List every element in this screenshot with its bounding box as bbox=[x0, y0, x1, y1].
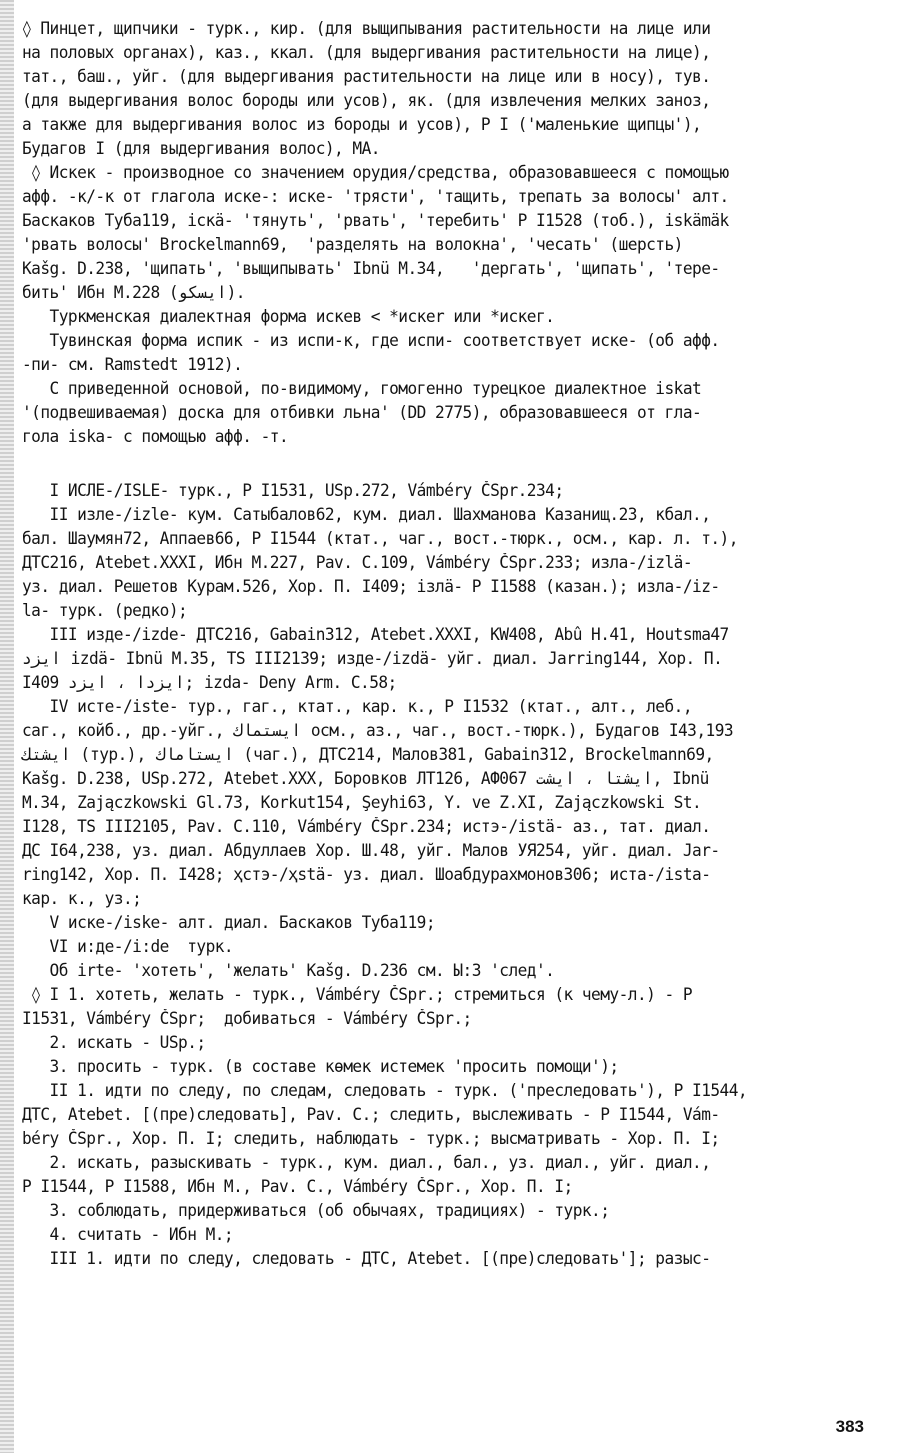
text-line: С приведенной основой, по-видимому, гомогенно турецкое диалектное iskat bbox=[22, 379, 702, 398]
page-number: 383 bbox=[835, 1417, 864, 1436]
text-line: Об irte- 'хотеть', 'желать' Kašg. D.236 см. Ы:З 'след'. bbox=[22, 961, 555, 980]
text-line: V иске-/iske- алт. диал. Баскаков Туба119; bbox=[22, 913, 436, 932]
text-line: гола iska- с помощью афф. -т. bbox=[22, 427, 289, 446]
text-line: 3. соблюдать, придерживаться (об обычаях, традициях) - турк.; bbox=[22, 1201, 610, 1220]
text-line: ring142, Хор. П. I428; ҳстэ-/ҳstä- уз. диал. Шоабдурахмонов306; иста-/ista- bbox=[22, 865, 711, 884]
text-line: ◊ Искек - производное со значением орудия/средства, образовавшееся с помощью bbox=[22, 163, 729, 182]
text-line: M.34, Zajączkowski Gl.73, Korkut154, Şeyhi63, Y. ve Z.XI, Zajączkowski St. bbox=[22, 793, 702, 812]
text-line: Баскаков Туба119, iскä- 'тянуть', 'рвать', 'теребить' Р I1528 (тоб.), iskämäk bbox=[22, 211, 729, 230]
text-line: III изде-/izde- ДТС216, Gabain312, Atebet.XXXI, KW408, Abû H.41, Houtsma47 bbox=[22, 625, 729, 644]
text-line: Будагов I (для выдергивания волос), МА. bbox=[22, 139, 380, 158]
text-line: béry ČSpr., Хор. П. I; следить, наблюдать - турк.; высматривать - Хор. П. I; bbox=[22, 1129, 720, 1148]
text-line: la- турк. (редко); bbox=[22, 601, 188, 620]
text-line: II 1. идти по следу, по следам, следовать - турк. ('преследовать'), Р I1544, bbox=[22, 1081, 748, 1100]
scan-edge-shadow bbox=[0, 0, 14, 1453]
text-line: I ИСЛЕ-/ISLE- турк., Р I1531, USp.272, Vámbéry ČSpr.234; bbox=[22, 481, 564, 500]
text-line: Туркменская диалектная форма искев < *искеr или *искег. bbox=[22, 307, 555, 326]
text-line: кар. к., уз.; bbox=[22, 889, 142, 908]
text-line: Р I1544, Р I1588, Ибн М., Pav. C., Vámbéry ČSpr., Хор. П. I; bbox=[22, 1177, 573, 1196]
text-line: ايزد izdä- Ibnü M.35, TS III2139; издe-/izdä- уйг. диал. Jarring144, Хор. П. bbox=[22, 649, 723, 668]
text-line: 4. считать - Ибн М.; bbox=[22, 1225, 234, 1244]
text-line: I1531, Vámbéry ČSpr; добиваться - Vámbéry ČSpr.; bbox=[22, 1009, 472, 1028]
text-line: 2. искать, разыскивать - турк., кум. диал., бал., уз. диал., уйг. диал., bbox=[22, 1153, 711, 1172]
text-line: ДС I64,238, уз. диал. Абдуллаев Хор. Ш.48, уйг. Малов УЯ254, уйг. диал. Jar- bbox=[22, 841, 720, 860]
text-line: а также для выдергивания волос из бороды и усов), Р I ('маленькие щипцы'), bbox=[22, 115, 702, 134]
text-line: I128, TS III2105, Pav. C.110, Vámbéry ČSpr.234; истэ-/istä- аз., тат. диал. bbox=[22, 817, 711, 836]
text-line: '(подвешиваемая) доска для отбивки льна' (DD 2775), образовавшееся от гла- bbox=[22, 403, 702, 422]
text-line: IV исте-/iste- тур., гаг., ктат., кар. к., Р I1532 (ктат., алт., леб., bbox=[22, 697, 693, 716]
text-line: VI и:де-/i:de турк. bbox=[22, 937, 234, 956]
text-line: Kašg. D.238, 'щипать', 'выщипывать' Ibnü M.34, 'дергать', 'щипать', 'тере- bbox=[22, 259, 720, 278]
text-line: ◊ Пинцет, щипчики - турк., кир. (для выщипывания растительности на лице или bbox=[22, 19, 711, 38]
text-line: -пи- см. Ramstedt 1912). bbox=[22, 355, 243, 374]
text-line: ДТС216, Atebet.XXXI, Ибн М.227, Pav. C.109, Vámbéry ČSpr.233; изла-/izlä- bbox=[22, 553, 693, 572]
text-line: 2. искать - USp.; bbox=[22, 1033, 206, 1052]
text-line: I409 ايزدا ، ايزد; izda- Deny Arm. C.58; bbox=[22, 673, 397, 692]
text-line: 3. просить - турк. (в составе көмек истемек 'просить помощи'); bbox=[22, 1057, 619, 1076]
text-line: ДТС, Atebet. [(пре)следовать], Pav. C.; следить, выслеживать - Р I1544, Vám- bbox=[22, 1105, 720, 1124]
text-line: Тувинская форма испик - из испи-к, где испи- соответствует иске- (об афф. bbox=[22, 331, 720, 350]
text-line: бить' Ибн М.228 (ايسكو). bbox=[22, 283, 245, 302]
text-line: афф. -к/-к от глагола иске-: иске- 'трясти', 'тащить, трепать за волосы' алт. bbox=[22, 187, 729, 206]
text-line: (для выдергивания волос бороды или усов), як. (для извлечения мелких заноз, bbox=[22, 91, 711, 110]
text-line: ايشتك (тур.), ايستاماك (чаг.), ДТС214, Малов381, Gabain312, Brockelmann69, bbox=[22, 745, 714, 764]
text-line: ◊ I 1. хотеть, желать - турк., Vámbéry ČSpr.; стремиться (к чему-л.) - Р bbox=[22, 985, 693, 1004]
text-line: на половых органах), каз., ккал. (для выдергивания растительности на лице), bbox=[22, 43, 711, 62]
text-line: II изле-/izle- кум. Сатыбалов62, кум. диал. Шахманова Казанищ.23, кбал., bbox=[22, 505, 711, 524]
text-line: III 1. идти по следу, следовать - ДТС, Atebet. [(пре)следовать']; разыс- bbox=[22, 1249, 711, 1268]
text-line: бал. Шаумян72, Аппаев66, Р I1544 (ктат., чаг., вост.-тюрк., осм., кар. л. т.), bbox=[22, 529, 738, 548]
text-line: 'рвать волосы' Brockelmann69, 'разделять на волокна', 'чесать' (шерсть) bbox=[22, 235, 683, 254]
text-line: уз. диал. Решетов Курам.526, Хор. П. I409; iзлä- Р I1588 (казан.); изла-/iz- bbox=[22, 577, 720, 596]
text-line: Kašg. D.238, USp.272, Atebet.XXX, Боровков ЛТ126, АФ067 ايشتا ، ايشت, Ibnü bbox=[22, 769, 709, 788]
text-line: саг., койб., др.-уйг., ايستماك осм., аз., чаг., вост.-тюрк.), Будагов I43,193 bbox=[22, 721, 734, 740]
text-line: тат., баш., уйг. (для выдергивания растительности на лице или в носу), тув. bbox=[22, 67, 711, 86]
